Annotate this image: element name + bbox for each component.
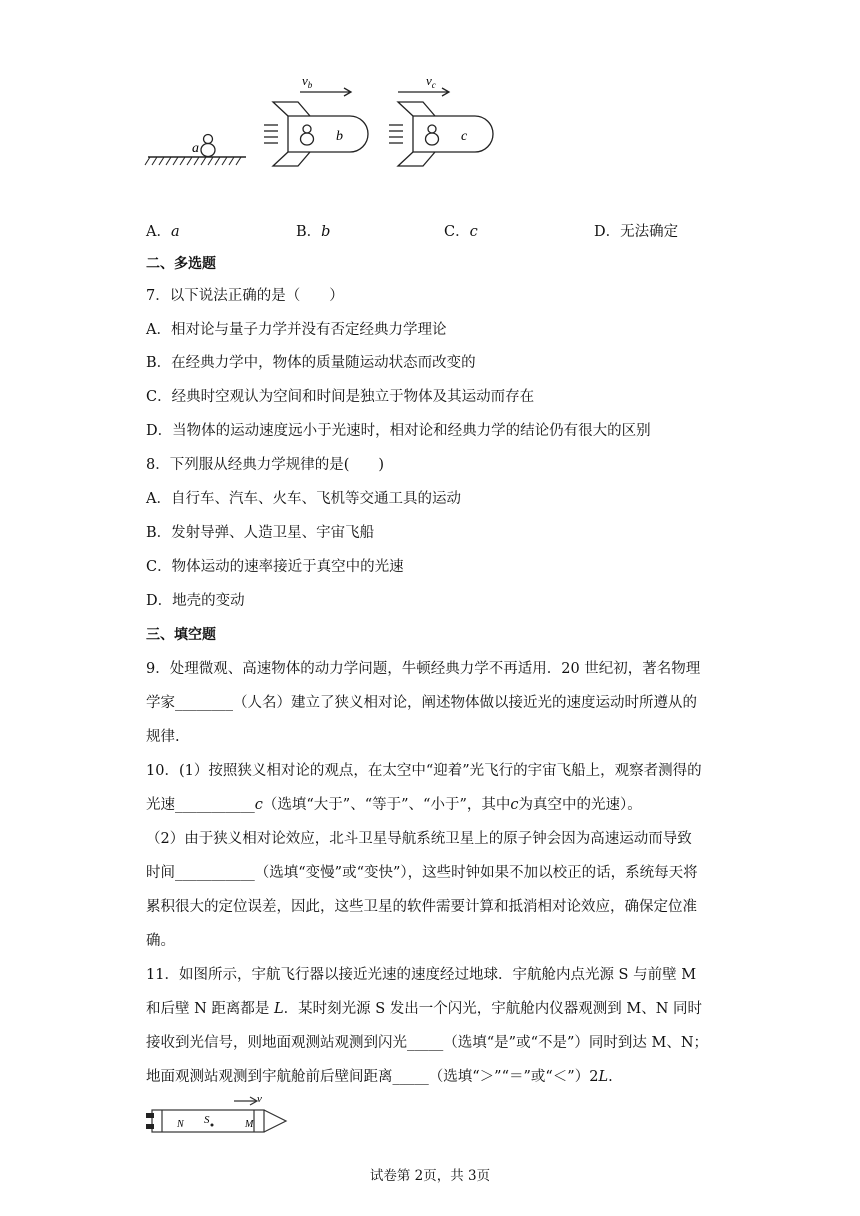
q11-line-3: 接收到光信号，则地面观测站观测到闪光_____（选填“是”或“不是”）同时到达 M、N； xyxy=(146,1035,709,1051)
page-footer: 试卷第 2页，共 3页 xyxy=(369,1168,491,1184)
label-vb: $v_b$ xyxy=(302,73,313,90)
q8-option-b: B．发射导弹、人造卫星、宇宙飞船 xyxy=(146,525,375,541)
label-c: c xyxy=(461,129,468,144)
q10-line-6: 确。 xyxy=(146,933,175,949)
q11-line-2: 和后壁 N 距离都是 L．某时刻光源 S 发出一个闪光，宇航舱内仪器观测到 M、N 同时 xyxy=(146,1001,703,1017)
label-b: b xyxy=(336,129,343,144)
q6-option-c: C．c xyxy=(444,224,478,240)
q6-option-a: A．a xyxy=(146,224,180,240)
q6-option-b: B．b xyxy=(296,224,331,240)
q6-option-d: D．无法确定 xyxy=(594,224,679,240)
q7-option-b: B．在经典力学中，物体的质量随运动状态而改变的 xyxy=(146,355,476,371)
q8-option-c: C．物体运动的速率接近于真空中的光速 xyxy=(146,559,404,575)
q10-line-3: （2）由于狭义相对论效应，北斗卫星导航系统卫星上的原子钟会因为高速运动而导致 xyxy=(146,831,692,847)
q10-line-2: 光速___________c（选填“大于”、“等于”、“小于”，其中c为真空中的光速）。 xyxy=(146,797,642,813)
label-m: M xyxy=(245,1119,254,1130)
q11-line-1: 11．如图所示，宇航飞行器以接近光速的速度经过地球．宇航舱内点光源 S 与前壁 M xyxy=(146,967,697,983)
q10-line-5: 累积很大的定位误差，因此，这些卫星的软件需要计算和抵消相对论效应，确保定位准 xyxy=(146,899,697,915)
rocket-figure xyxy=(140,70,520,180)
observer-a-figure xyxy=(201,135,215,157)
q9-line-2: 学家________（人名）建立了狭义相对论，阐述物体做以接近光的速度运动时所遵从的 xyxy=(146,695,697,711)
spacecraft-figure xyxy=(144,1092,294,1138)
q8-stem: 8．下列服从经典力学规律的是( ) xyxy=(146,457,385,473)
q10-line-4: 时间___________（选填“变慢”或“变快”），这些时钟如果不加以校正的话，系统每天将 xyxy=(146,865,698,881)
section-heading-multi-choice: 二、多选题 xyxy=(146,256,216,272)
q7-option-c: C．经典时空观认为空间和时间是独立于物体及其运动而存在 xyxy=(146,389,535,405)
label-vc: $v_c$ xyxy=(426,73,436,90)
q8-option-a: A．自行车、汽车、火车、飞机等交通工具的运动 xyxy=(146,491,461,507)
rocket-b xyxy=(264,88,368,166)
label-a: a xyxy=(192,141,199,156)
q11-line-4: 地面观测站观测到宇航舱前后壁间距离_____（选填“＞”“＝”或“＜”）2L. xyxy=(146,1069,613,1085)
q7-stem: 7．以下说法正确的是（ ） xyxy=(146,288,344,304)
q7-option-a: A．相对论与量子力学并没有否定经典力学理论 xyxy=(146,322,447,338)
q9-line-1: 9．处理微观、高速物体的动力学问题，牛顿经典力学不再适用．20 世纪初，著名物理 xyxy=(146,661,701,677)
section-heading-fill-blank: 三、填空题 xyxy=(146,627,216,643)
rocket-c xyxy=(389,88,493,166)
label-s: S xyxy=(204,1114,210,1126)
label-v: v xyxy=(257,1093,262,1105)
q10-line-1: 10．(1）按照狭义相对论的观点，在太空中“迎着”光飞行的宇宙飞船上，观察者测得的 xyxy=(146,763,702,779)
q7-option-d: D．当物体的运动速度远小于光速时，相对论和经典力学的结论仍有很大的区别 xyxy=(146,423,651,439)
q9-line-3: 规律. xyxy=(146,729,180,745)
label-n: N xyxy=(177,1119,184,1130)
q8-option-d: D．地壳的变动 xyxy=(146,593,245,609)
